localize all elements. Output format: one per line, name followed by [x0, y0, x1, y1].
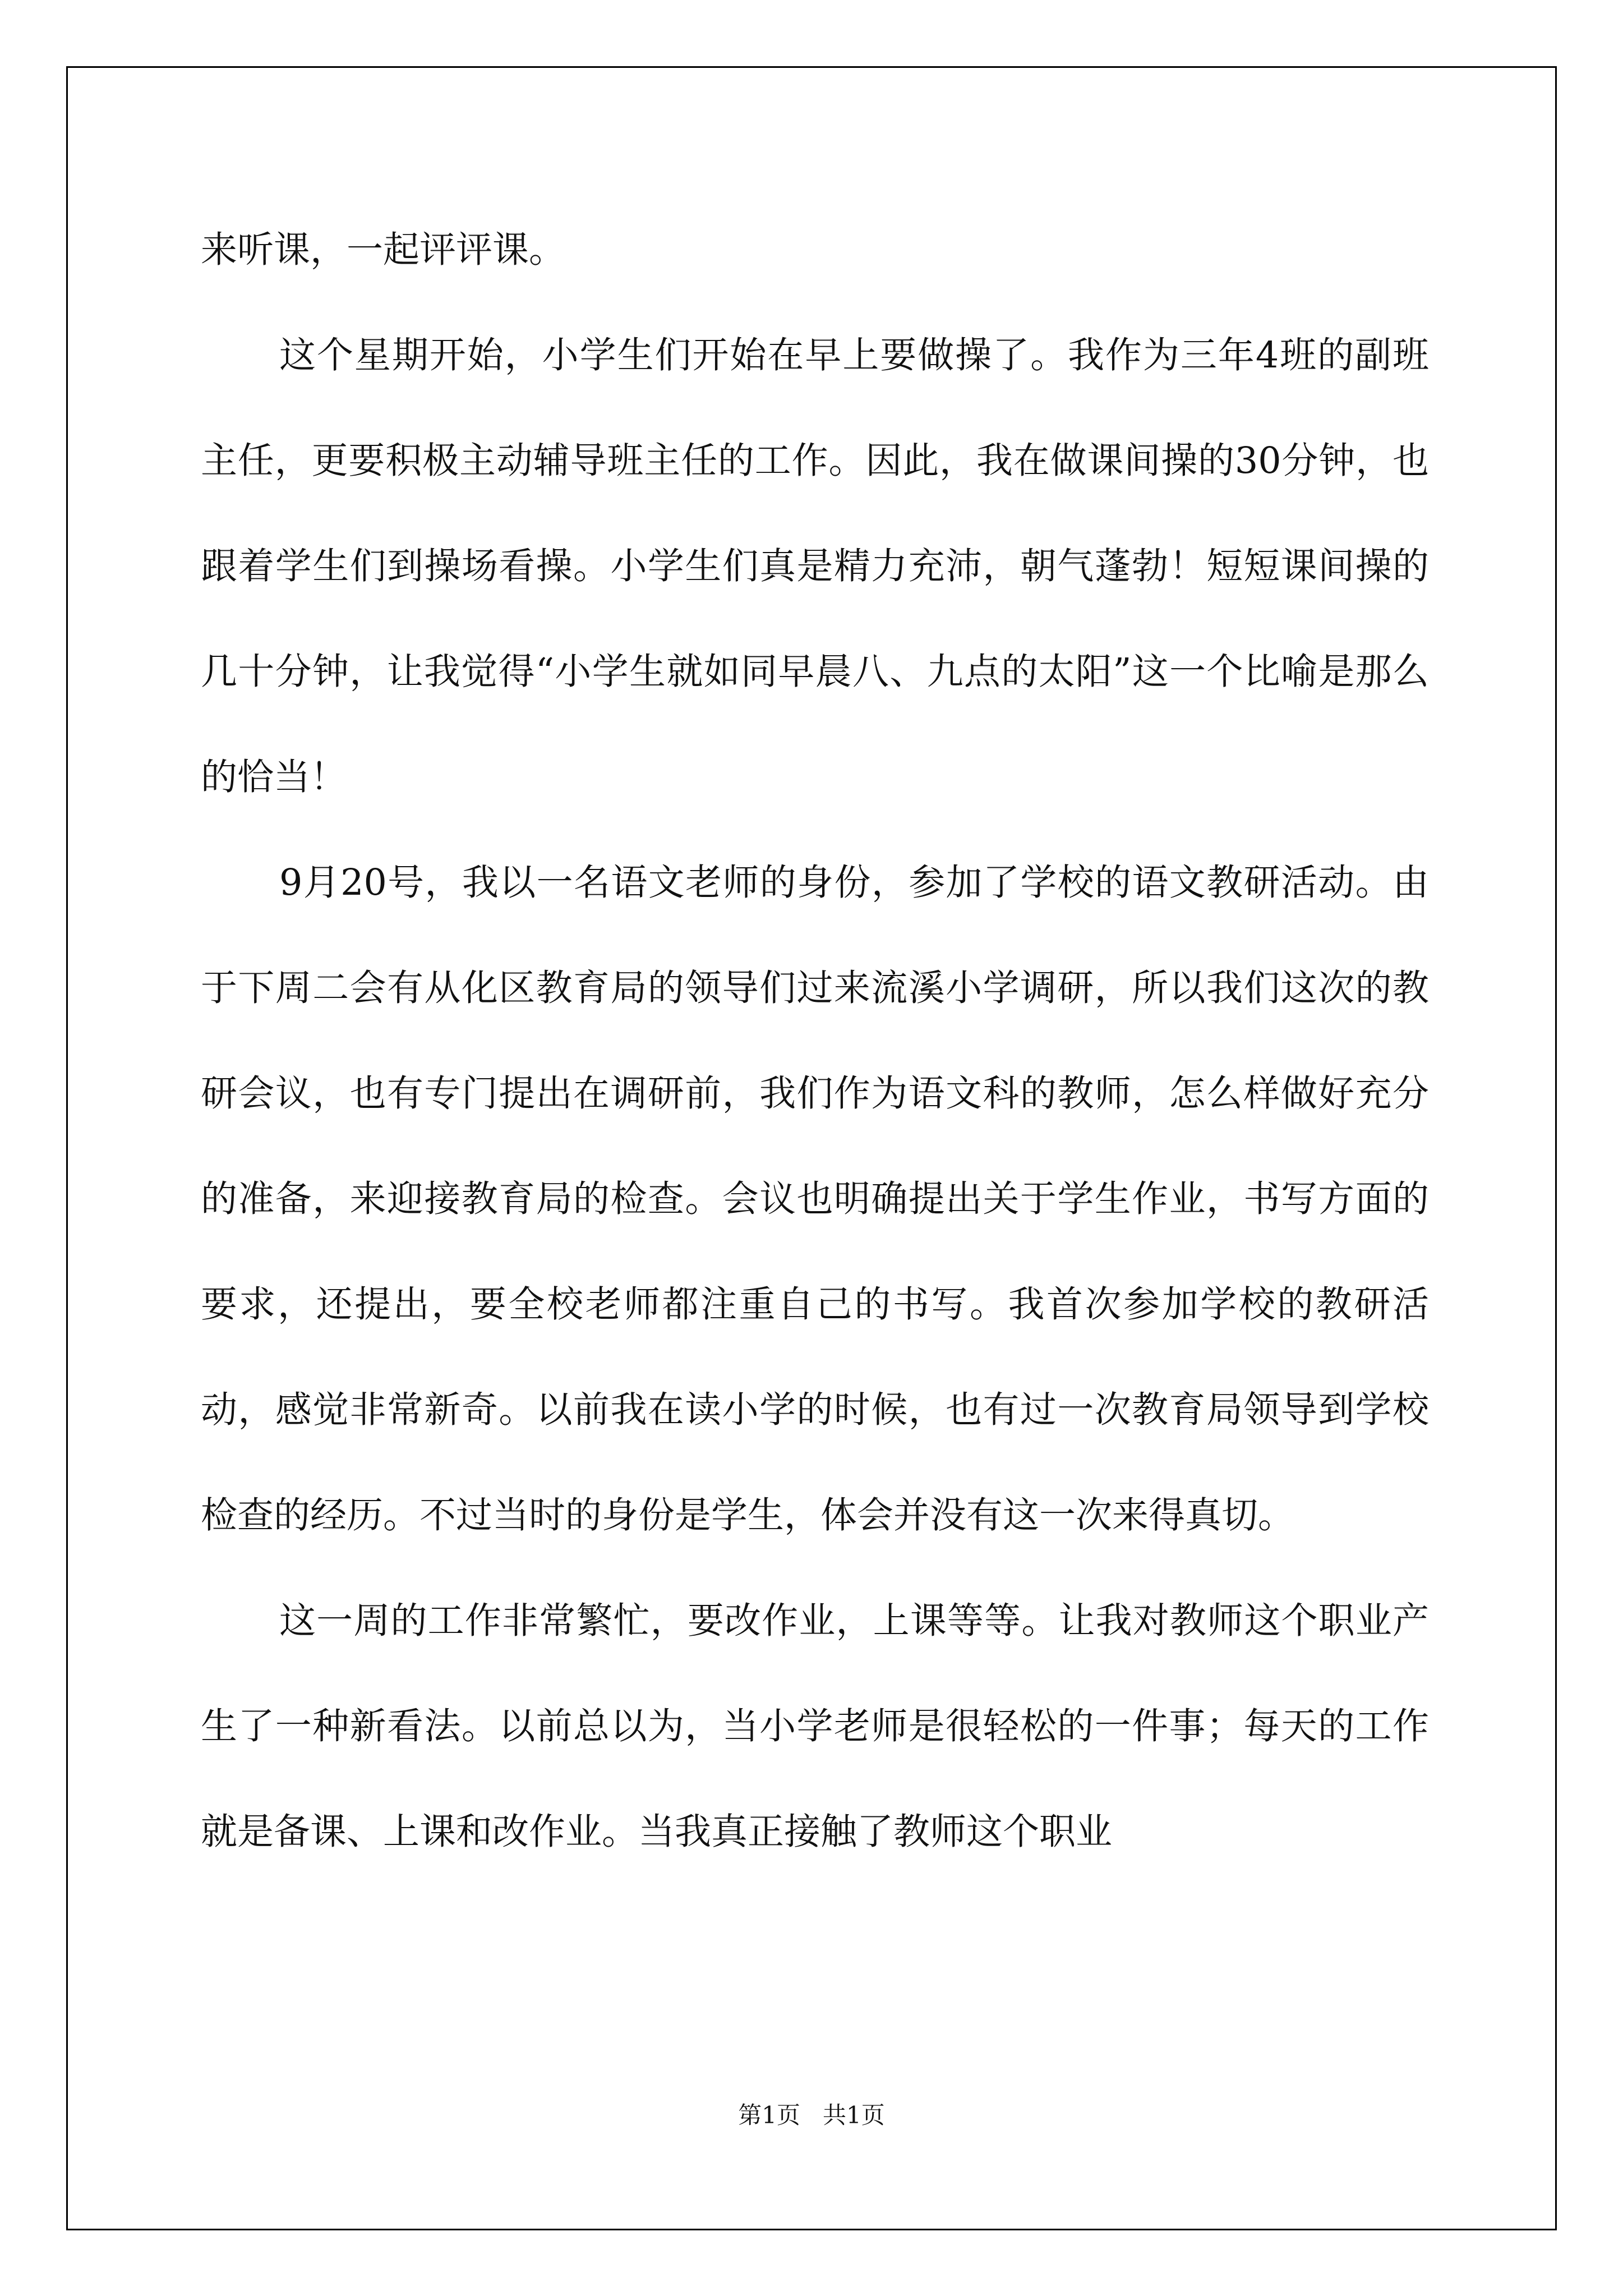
paragraph-1: 来听课，一起评评课。 [201, 229, 566, 271]
paragraph-4: 这一周的工作非常繁忙，要改作业，上课等等。让我对教师这个职业产生了一种新看法。以前总以为，当小学老师是很轻松的一件事；每天的工作就是备课、上课和改作业。当我真正接触了教师这个职业 [201, 1600, 1429, 1853]
page-number-footer: 第1页 共1页 [738, 2101, 885, 2129]
paragraph-2: 这个星期开始，小学生们开始在早上要做操了。我作为三年4班的副班主任，更要积极主动辅导班主任的工作。因此，我在做课间操的30分钟，也跟着学生们到操场看操。小学生们真是精力充沛，朝气蓬勃！短短课间操的几十分钟，让我觉得“小学生就如同早晨八、九点的太阳”这一个比喻是那么的恰当！ [201, 334, 1429, 798]
document-body [201, 197, 1429, 1885]
paragraph-3: 9月20号，我以一名语文老师的身份，参加了学校的语文教研活动。由于下周二会有从化区教育局的领导们过来流溪小学调研，所以我们这次的教研会议，也有专门提出在调研前，我们作为语文科的教师，怎么样做好充分的准备，来迎接教育局的检查。会议也明确提出关于学生作业，书写方面的要求，还提出，要全校老师都注重自己的书写。我首次参加学校的教研活动，感觉非常新奇。以前我在读小学的时候，也有过一次教育局领导到学校检查的经历。不过当时的身份是学生，体会并没有这一次来得真切。 [201, 862, 1429, 1536]
